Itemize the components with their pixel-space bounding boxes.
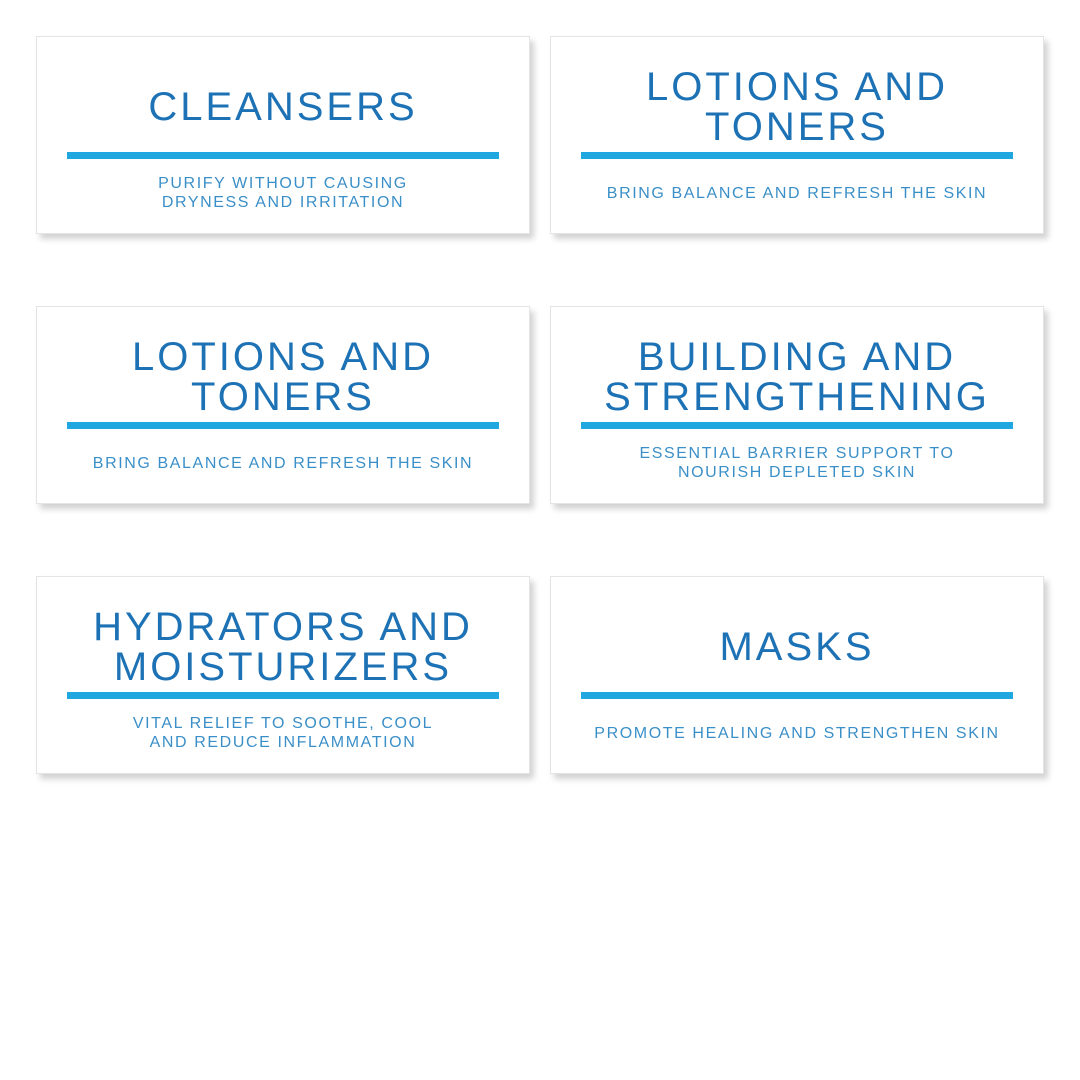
card-description: VITAL RELIEF TO SOOTHE, COOL AND REDUCE INFLAMMATION	[132, 715, 434, 751]
category-card-masks[interactable]	[550, 576, 1044, 774]
card-title: CLEANSERS	[148, 85, 418, 129]
card-divider	[67, 692, 499, 699]
card-title: LOTIONS AND TONERS	[132, 335, 434, 419]
card-title: MASKS	[719, 625, 875, 669]
card-description: BRING BALANCE AND REFRESH THE SKIN	[92, 454, 474, 472]
card-description: ESSENTIAL BARRIER SUPPORT TO NOURISH DEPLETED SKIN	[639, 445, 955, 481]
category-card-hydrators-and-moisturizers[interactable]	[36, 576, 530, 774]
card-divider	[581, 422, 1013, 429]
category-card-building-and-strengthening[interactable]	[550, 306, 1044, 504]
card-title: HYDRATORS AND MOISTURIZERS	[93, 605, 473, 689]
category-card-lotions-and-toners-2[interactable]	[36, 306, 530, 504]
card-title: BUILDING AND STRENGTHENING	[604, 335, 990, 419]
category-card-cleansers[interactable]	[36, 36, 530, 234]
card-title: LOTIONS AND TONERS	[646, 65, 948, 149]
card-description: PURIFY WITHOUT CAUSING DRYNESS AND IRRITATION	[158, 175, 408, 211]
category-grid	[36, 36, 1044, 774]
card-description: BRING BALANCE AND REFRESH THE SKIN	[606, 184, 988, 202]
card-description: PROMOTE HEALING AND STRENGTHEN SKIN	[594, 724, 1000, 742]
card-divider	[581, 152, 1013, 159]
card-divider	[581, 692, 1013, 699]
category-card-lotions-and-toners[interactable]	[550, 36, 1044, 234]
card-divider	[67, 152, 499, 159]
card-divider	[67, 422, 499, 429]
